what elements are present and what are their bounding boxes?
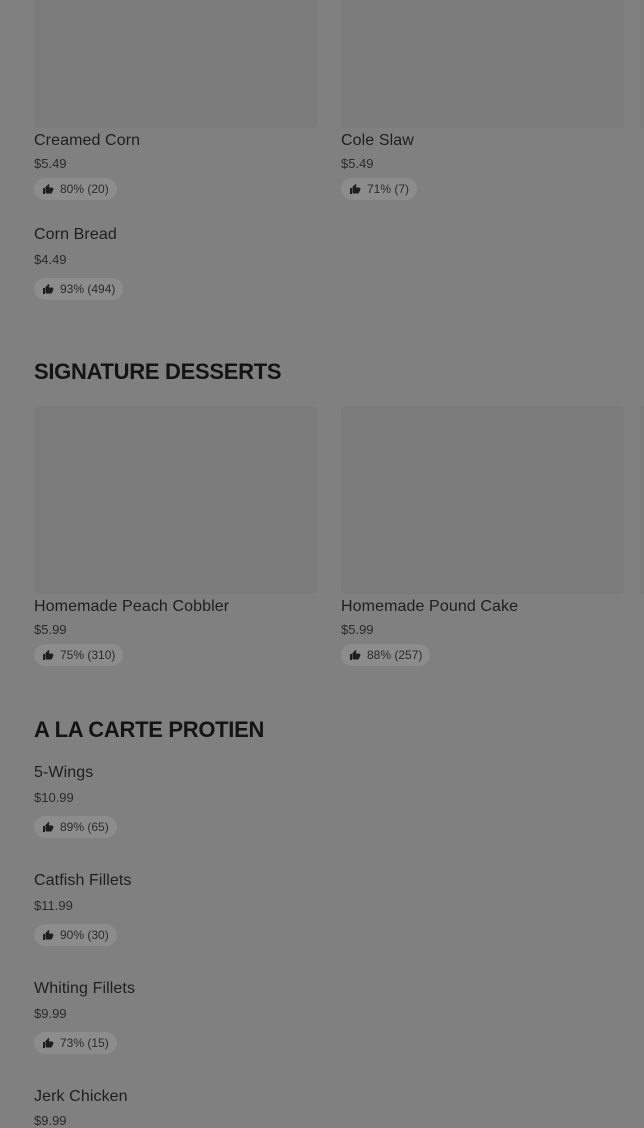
peach-cobbler-name[interactable]: Homemade Peach Cobbler: [34, 598, 230, 615]
catfish-price: $11.99: [34, 898, 73, 913]
creamed-corn-name[interactable]: Creamed Corn: [34, 132, 141, 149]
thumbs-up-icon: [349, 649, 361, 661]
whiting-name[interactable]: Whiting Fillets: [34, 980, 136, 997]
thumbs-up-icon: [42, 283, 54, 295]
peach-cobbler-image[interactable]: [34, 406, 317, 594]
creamed-corn-image[interactable]: [34, 0, 317, 128]
thumbs-up-icon: [42, 649, 54, 661]
cole-slaw-image[interactable]: [341, 0, 624, 128]
thumbs-up-icon: [42, 929, 54, 941]
section-title-desserts: SIGNATURE DESSERTS: [34, 359, 282, 384]
whiting-price: $9.99: [34, 1006, 67, 1021]
jerk-chicken-name[interactable]: Jerk Chicken: [34, 1088, 128, 1105]
thumbs-up-icon: [42, 821, 54, 833]
corn-bread-price: $4.49: [34, 252, 67, 267]
thumbs-up-icon: [42, 1037, 54, 1049]
corn-bread-name[interactable]: Corn Bread: [34, 226, 117, 243]
pound-cake-price: $5.99: [341, 622, 374, 637]
creamed-corn-price: $5.49: [34, 156, 67, 171]
rating-text: 90% (30): [60, 928, 109, 942]
pound-cake-name[interactable]: Homemade Pound Cake: [341, 598, 519, 615]
rating-text: 88% (257): [367, 648, 423, 662]
next-card-edge: [640, 406, 644, 594]
catfish-rating-badge: [34, 924, 117, 946]
creamed-corn-rating-badge: [34, 178, 117, 200]
rating-text: 93% (494): [60, 282, 116, 296]
wings-price: $10.99: [34, 790, 74, 805]
section-title-protein: A LA CARTE PROTIEN: [34, 717, 265, 742]
jerk-chicken-price: $9.99: [34, 1113, 67, 1128]
corn-bread-rating-badge: [34, 278, 123, 300]
wings-name[interactable]: 5-Wings: [34, 764, 94, 781]
cole-slaw-name[interactable]: Cole Slaw: [341, 132, 414, 149]
rating-text: 80% (20): [60, 182, 109, 196]
rating-text: 73% (15): [60, 1036, 109, 1050]
pound-cake-image[interactable]: [341, 406, 624, 594]
thumbs-up-icon: [42, 183, 54, 195]
rating-text: 75% (310): [60, 648, 116, 662]
whiting-rating-badge: [34, 1032, 117, 1054]
cole-slaw-price: $5.49: [341, 156, 374, 171]
pound-cake-rating-badge: [341, 644, 430, 666]
thumbs-up-icon: [349, 183, 361, 195]
peach-cobbler-price: $5.99: [34, 622, 67, 637]
cole-slaw-rating-badge: [341, 178, 417, 200]
rating-text: 89% (65): [60, 820, 109, 834]
next-card-edge: [640, 0, 644, 128]
catfish-name[interactable]: Catfish Fillets: [34, 872, 132, 889]
peach-cobbler-rating-badge: [34, 644, 123, 666]
rating-text: 71% (7): [367, 182, 410, 196]
wings-rating-badge: [34, 816, 117, 838]
